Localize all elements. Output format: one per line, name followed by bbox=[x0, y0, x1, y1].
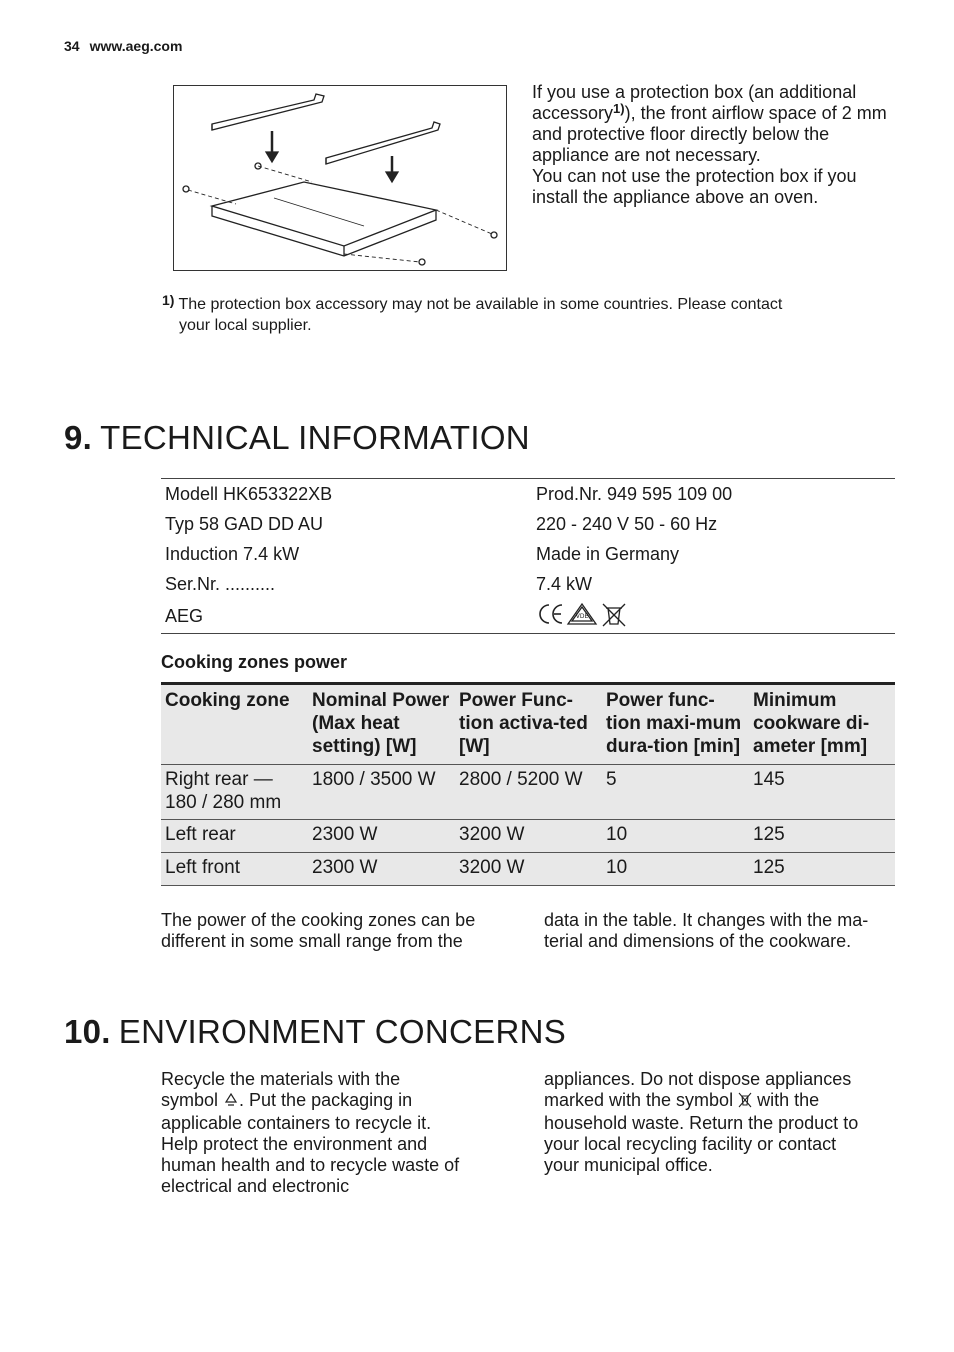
env-col2-part1: appliances. Do not dispose appliances marked with the symbol bbox=[544, 1069, 852, 1110]
footnote-line1: The protection box accessory may not be available in some countries. Please contact bbox=[178, 296, 783, 313]
spec-left: Ser.Nr. .......... bbox=[165, 573, 276, 594]
spec-left: AEG bbox=[165, 605, 204, 626]
spec-left: Induction 7.4 kW bbox=[165, 543, 300, 564]
table-cell: 3200 W bbox=[455, 853, 602, 886]
page-header bbox=[64, 38, 182, 54]
table-header-row bbox=[161, 684, 895, 765]
table-cell: 10 bbox=[602, 820, 749, 853]
section-heading: TECHNICAL INFORMATION bbox=[100, 419, 530, 456]
intro-paragraph bbox=[532, 82, 892, 166]
intro-text-part1: If you use a protection box (an additional accessory bbox=[532, 82, 857, 123]
spec-right: 7.4 kW bbox=[536, 573, 593, 594]
section-number: 9. bbox=[64, 419, 93, 456]
table-cell: Left rear bbox=[161, 820, 308, 853]
table-cell: 2800 / 5200 W bbox=[455, 765, 602, 820]
footnote-mark: 1) bbox=[162, 292, 175, 308]
intro-oven-note: You can not use the protection box if you install the appliance above an oven. bbox=[532, 166, 857, 207]
vde-mark-icon bbox=[568, 604, 596, 624]
table-cell: 3200 W bbox=[455, 820, 602, 853]
section-number: 10. bbox=[64, 1013, 111, 1050]
column-header: Power Func-tion activa-ted [W] bbox=[455, 684, 602, 765]
table-row bbox=[161, 765, 895, 820]
header-url[interactable]: www.aeg.com bbox=[89, 38, 183, 54]
spec-right: Prod.Nr. 949 595 109 00 bbox=[536, 483, 733, 504]
intro-text-part2: ), the front airflow space of 2 mm and protective floor directly below the appliance are not necessary. bbox=[532, 103, 887, 165]
protection-box-illustration bbox=[173, 85, 507, 271]
env-col1-part2: . Put the packaging in applicable containers to recycle it. Help protect the environment and human health and to recycle waste of electrical and electronic bbox=[161, 1090, 460, 1196]
rating-plate-table bbox=[161, 478, 895, 634]
table-cell: 2300 W bbox=[308, 820, 455, 853]
column-header: Nominal Power (Max heat setting) [W] bbox=[308, 684, 455, 765]
section-title-technical-information bbox=[64, 418, 530, 458]
spec-right: Made in Germany bbox=[536, 543, 680, 564]
table-cell: 125 bbox=[749, 820, 895, 853]
recycle-icon bbox=[223, 1092, 239, 1113]
zones-note-col1: The power of the cooking zones can be different in some small range from the bbox=[161, 910, 476, 951]
footnote-line2: your local supplier. bbox=[179, 317, 312, 334]
column-header: Power func-tion maxi-mum dura-tion [min] bbox=[602, 684, 749, 765]
table-cell: Left front bbox=[161, 853, 308, 886]
cooking-zones-table bbox=[161, 682, 895, 886]
environment-col2 bbox=[544, 1069, 874, 1176]
table-cell: 5 bbox=[602, 765, 749, 820]
ce-mark-icon bbox=[540, 605, 562, 623]
spec-right: 220 - 240 V 50 - 60 Hz bbox=[536, 513, 718, 534]
certification-marks bbox=[532, 600, 632, 633]
page-number: 34 bbox=[64, 38, 80, 54]
table-cell: 2300 W bbox=[308, 853, 455, 886]
env-col1-part1: Recycle the materials with the symbol bbox=[161, 1069, 401, 1110]
cooking-zones-heading: Cooking zones power bbox=[161, 652, 348, 672]
weee-bin-icon bbox=[738, 1092, 752, 1113]
protection-box-drawing bbox=[174, 86, 506, 270]
table-cell: 1800 / 3500 W bbox=[308, 765, 455, 820]
spec-left: Modell HK653322XB bbox=[165, 483, 333, 504]
table-cell: Right rear — 180 / 280 mm bbox=[161, 765, 308, 820]
zones-note-col2: data in the table. It changes with the ma-terial and dimensions of the cookware. bbox=[544, 910, 869, 951]
footnote bbox=[162, 290, 882, 336]
column-header: Cooking zone bbox=[161, 684, 308, 765]
spec-left: Typ 58 GAD DD AU bbox=[165, 513, 324, 534]
table-cell: 125 bbox=[749, 853, 895, 886]
environment-col1 bbox=[161, 1069, 461, 1197]
table-row bbox=[161, 820, 895, 853]
protection-box-text bbox=[532, 82, 892, 208]
weee-bin-icon bbox=[603, 604, 625, 626]
spec-row bbox=[161, 539, 895, 569]
table-cell: 145 bbox=[749, 765, 895, 820]
env-col2-part2: with the household waste. Return the product to your local recycling facility or contact your municipal office. bbox=[544, 1090, 859, 1175]
table-row bbox=[161, 853, 895, 886]
spec-row bbox=[161, 569, 895, 599]
table-cell: 10 bbox=[602, 853, 749, 886]
svg-text:VDE: VDE bbox=[575, 612, 589, 620]
section-heading: ENVIRONMENT CONCERNS bbox=[118, 1013, 567, 1050]
footnote-reference[interactable]: 1) bbox=[613, 101, 625, 116]
spec-row bbox=[161, 509, 895, 539]
spec-row bbox=[161, 599, 895, 633]
section-title-environment-concerns bbox=[64, 1012, 566, 1052]
column-header: Minimum cookware di-ameter [mm] bbox=[749, 684, 895, 765]
spec-row bbox=[161, 479, 895, 509]
